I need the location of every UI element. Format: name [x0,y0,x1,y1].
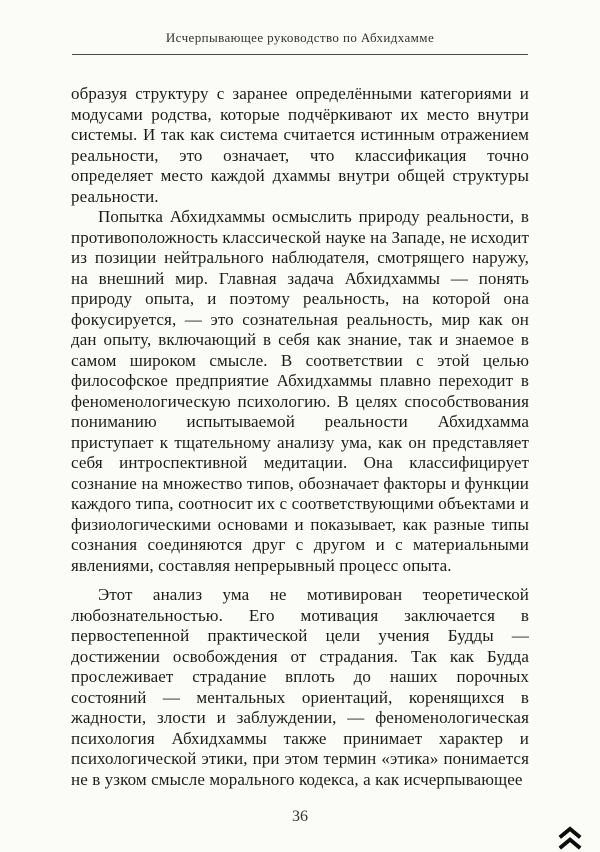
double-chevron-up-icon [556,826,584,851]
body-text [71,84,529,790]
running-title: Исчерпывающее руководство по Абхидхамме [165,30,435,45]
paragraph-3: Этот анализ ума не мотивирован теоретической любознательностью. Его мотивация заключается в первостепенной практической цели учения Будды — достижении освобождения от страдания. Так как Будда прослеживает страдание вплоть до наших порочных состояний — ментальных ориентаций, коренящихся в жадности, злости и заблуждении, — феноменологическая психология Абхидхаммы также принимает характер и психологической этики, при этом термин «этика» понимается не в узком смысле морального кодекса, а как исчерпывающее [71,585,529,789]
scroll-to-top-button[interactable] [554,825,586,851]
page-header [72,30,528,55]
page-number: 36 [292,808,308,825]
header-divider [72,54,528,55]
paragraph-1: образуя структуру с заранее определёнными категориями и модусами родства, которые подчёркивают их место внутри системы. И так как система считается истинным отражением реальности, это означает, что классификация точно определяет место каждой дхаммы внутри общей структуры реальности. [71,84,529,206]
paragraph-2: Попытка Абхидхаммы осмыслить природу реальности, в противоположность классической науке на Западе, не исходит из позиции нейтрального наблюдателя, смотрящего наружу, на внешний мир. Главная задача Абхидхаммы — понять природу опыта, и поэтому реальность, на которой она фокусируется, — это сознательная реальность, мир как он дан опыту, включающий в себя как знание, так и знаемое в самом широком смысле. В соответствии с этой целью философское предприятие Абхидхаммы плавно переходит в феноменологическую психологию. В целях способствования пониманию испытываемой реальности Абхидхамма приступает к тщательному анализу ума, как он представляет себя интроспективной медитации. Она классифицирует сознание на множество типов, обозначает факторы и функции каждого типа, соотносит их с соответствующими объектами и физиологическими основами и показывает, как разные типы сознания соединяются друг с другом и с материальными явлениями, составляя непрерывный процесс опыта. [71,207,529,575]
